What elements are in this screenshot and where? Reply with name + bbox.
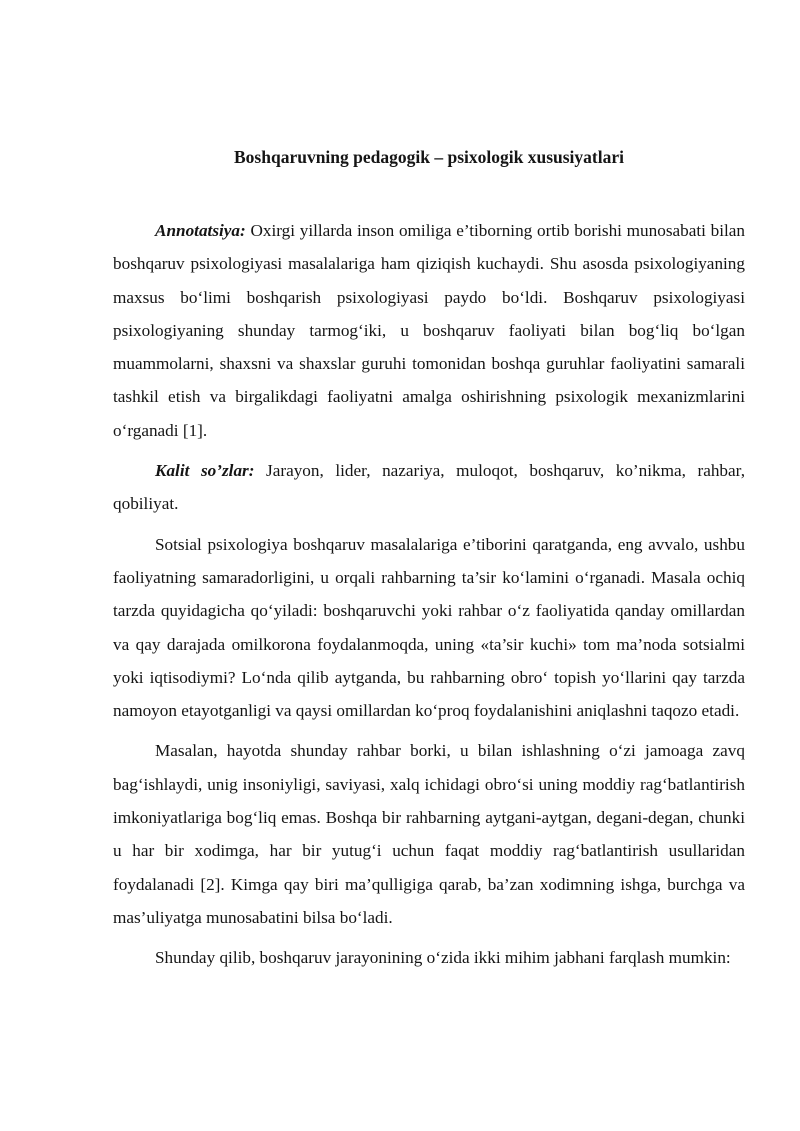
paragraph-annotation — [113, 214, 745, 447]
page-title: Boshqaruvning pedagogik – psixologik xususiyatlari — [234, 147, 624, 167]
annotation-lead-label: Annotatsiya: — [155, 221, 246, 240]
annotation-text: Oxirgi yillarda inson omiliga e’tiborning ortib borishi munosabati bilan boshqaruv psixologiyasi masalalariga ham qiziqish kuchaydi. Shu asosda psixologiyaning maxsus bo‘limi boshqarish psixologiyasi paydo bo‘ldi. Boshqaruv psixologiyasi psixologiyaning shunday tarmog‘iki, u boshqaruv faoliyati bilan bog‘liq bo‘lgan muammolarni, shaxsni va shaxslar guruhi tomonidan boshqa guruhlar faoliyatini samarali tashkil etish va birgalikdagi faoliyatni amalga oshirishning psixologik mexanizmlarini o‘rganadi [1]. — [113, 221, 746, 440]
keywords-lead-label: Kalit so’zlar: — [155, 461, 255, 481]
paragraph-body-1: Sotsial psixologiya boshqaruv masalalariga e’tiborini qaratganda, eng avvalo, ushbu faoliyatning samaradorligini, u orqali rahbarning ta’sir ko‘lamini o‘rganadi. Masala ochiq tarzda quyidagicha qo‘yiladi: boshqaruvchi yoki rahbar o‘z faoliyatida qanday omillardan va qay darajada omilkorona foydalanmoqda, uning «ta’sir kuchi» tom ma’noda sotsialmi yoki iqtisodiymi? Lo‘nda qilib aytganda, bu rahbarning obro‘ topish yo‘llarini qay tarzda namoyon etayotganligi va qaysi omillardan ko‘proq foydalanishini aniqlashni taqozo etadi. — [113, 534, 745, 721]
paragraph-body-2: Masalan, hayotda shunday rahbar borki, u bilan ishlashning o‘zi jamoaga zavq bag‘ishlaydi, unig insoniyligi, saviyasi, xalq ichidagi obro‘si uning moddiy rag‘batlantirish imkoniyatlariga bog‘liq emas. Boshqa bir rahbarning aytgani-aytgan, degani-degan, chunki u har bir xodimga, har bir yutug‘i uchun faqat moddiy rag‘batlantirish usullaridan foydalanadi [2]. Kimga qay biri ma’qulligiga qarab, ba’zan xodimning ishga, burchga va mas’uliyatga munosabatini bilsa bo‘ladi. — [113, 741, 745, 927]
paragraph-keywords — [113, 454, 745, 521]
paragraph-body-3: Shunday qilib, boshqaruv jarayonining o‘zida ikki mihim jabhani farqlash mumkin: — [155, 948, 731, 968]
keywords-text: Jarayon, lider, nazariya, muloqot, boshqaruv, ko’nikma, rahbar, qobiliyat. — [113, 461, 745, 514]
